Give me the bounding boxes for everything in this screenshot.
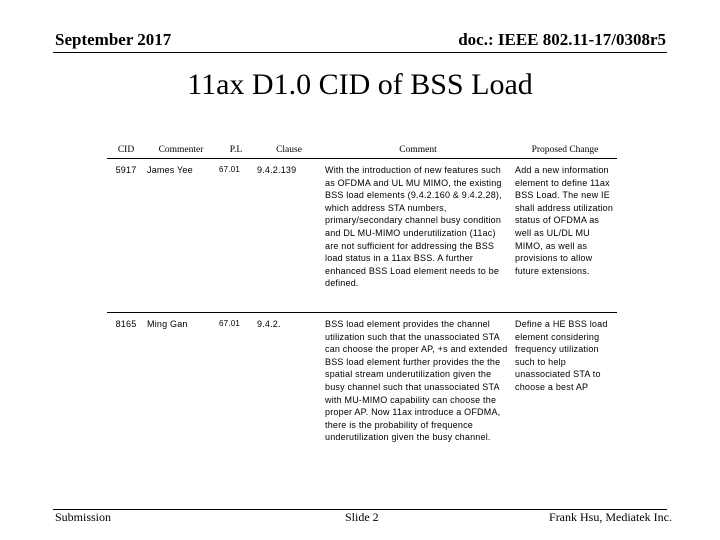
header-doc-id: doc.: IEEE 802.11-17/0308r5 bbox=[458, 30, 666, 49]
cell-cid: 5917 bbox=[107, 159, 145, 313]
cell-comment: BSS load element provides the channel utilization such that the unassociated STA can choose the proper AP, +s and extended BSS load element further provides the the spatial stream underutilization given the busy channel such that unassociated STA with MU-MIMO capability can choose the proper AP. Now 11ax introduce a OFDMA, there is the probability of frequence underutilization given the busy channel. bbox=[325, 319, 508, 443]
cid-table bbox=[107, 142, 617, 450]
cell-commenter: James Yee bbox=[145, 159, 217, 313]
cell-clause: 9.4.2.139 bbox=[255, 159, 323, 313]
cell-comment: With the introduction of new features such as OFDMA and UL MU MIMO, the existing BSS load elements (9.4.2.160 & 9.4.2.28), which address STA numbers, primary/secondary channel busy condition and DL MU-MIMO underutilization (11ac) are not sufficient for addressing the BSS load status in a 11ax BSS. A further enhanced BSS Load element needs to be defined. bbox=[323, 159, 513, 313]
table-header-row bbox=[107, 142, 617, 159]
col-header-commenter: Commenter bbox=[145, 142, 217, 159]
cell-cid: 8165 bbox=[115, 319, 137, 329]
header-divider bbox=[53, 52, 667, 53]
table-row bbox=[107, 159, 617, 313]
header-date: September 2017 bbox=[55, 30, 172, 49]
cell-proposed-change: Define a HE BSS load element considering frequency utilization such to help unassociated STA to choose a best AP bbox=[515, 319, 608, 392]
footer-author: Frank Hsu, Mediatek Inc. bbox=[549, 510, 672, 524]
col-header-proposed-change: Proposed Change bbox=[513, 142, 617, 159]
col-header-pl: P.L bbox=[217, 142, 255, 159]
cell-proposed-change: Add a new information element to define 11ax BSS Load. The new IE shall address utilization status of OFDMA as well as UL/DL MU MIMO, as well as provisions to allow future extensions. bbox=[513, 159, 617, 313]
col-header-comment: Comment bbox=[323, 142, 513, 159]
cell-commenter: Ming Gan bbox=[147, 319, 188, 329]
footer-submission: Submission bbox=[55, 510, 112, 524]
table-row bbox=[107, 313, 617, 450]
slide-title: 11ax D1.0 CID of BSS Load bbox=[187, 68, 533, 101]
cell-pl: 67.01 bbox=[217, 159, 255, 313]
cell-clause: 9.4.2. bbox=[257, 319, 281, 329]
cell-pl: 67.01 bbox=[219, 319, 241, 328]
col-header-clause: Clause bbox=[255, 142, 323, 159]
col-header-cid: CID bbox=[107, 142, 145, 159]
footer-slide-number: Slide 2 bbox=[345, 510, 379, 524]
